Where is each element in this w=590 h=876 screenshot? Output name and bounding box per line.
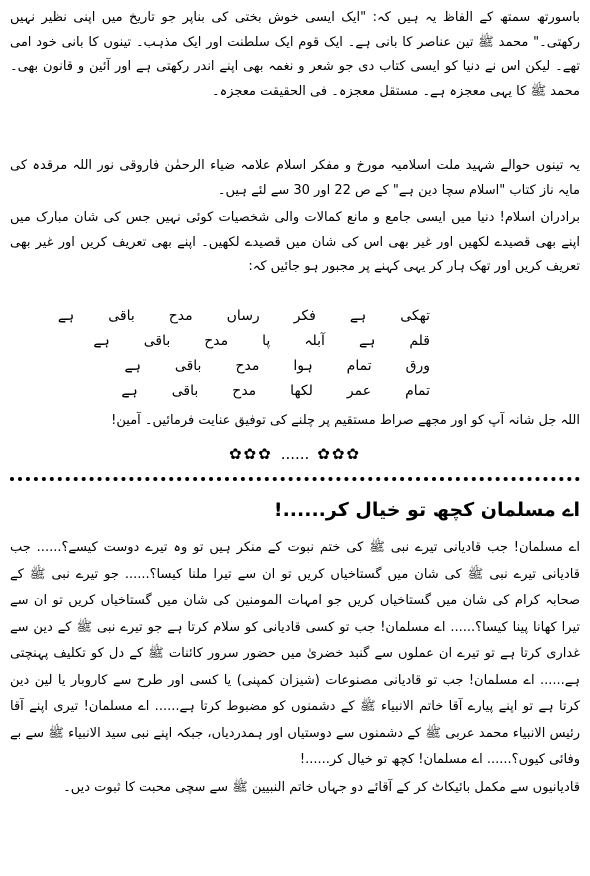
poem-word: باقی (108, 308, 135, 324)
poem-word: لکھا (290, 383, 313, 399)
poem-word: ہے (349, 308, 367, 324)
poem-word: ہے (93, 333, 110, 349)
poem-word: آبلہ (304, 333, 325, 349)
poem-word: ہے (57, 308, 75, 324)
poem-word: فکر (293, 308, 316, 324)
poem-word: باقی (174, 358, 202, 374)
poem-word: ہے (358, 333, 376, 349)
poem-word: رساں (226, 308, 260, 324)
poem-word: مدح (204, 333, 229, 349)
poem-line (10, 304, 430, 329)
article-heading: اے مسلمان کچھ تو خیال کر......! (273, 499, 580, 521)
poem-word: ہے (124, 358, 141, 374)
dotted-divider (10, 477, 580, 481)
poem-line (10, 379, 430, 404)
star-group-icon: ✿✿✿ (228, 445, 273, 463)
poem-word: ہے (121, 383, 138, 399)
poem (10, 304, 580, 404)
poem-line (10, 354, 430, 379)
poem-word: مدح (235, 358, 260, 374)
poem-line (10, 329, 430, 354)
poem-word: عمر (346, 383, 372, 399)
article-body: اے مسلمان! جب قادیانی تیرے نبی ﷺ کی ختم نبوت کے منکر ہیں تو وہ تیرے دوست کیسے؟...... جب قادیانی تیرے نبی ﷺ کی شان میں گستاخیاں کریں تو ان سے تیرا ملنا کیسا؟...... جو تیرے نبی ﷺ کے صحابہ کرام کی شان میں گستاخیاں کریں جو امہات المومنین کی شان میں گستاخیاں کریں تو ان سے تیرا کھانا پینا کیسا؟...... اے مسلمان! جب تو کسی قادیانی کو سلام کرتا ہے جو تیرے نبی ﷺ کے دین سے غداری کرتا ہے تو تیرے ان عملوں سے گنبد خضریٰ میں حضور سرور کائنات ﷺ کے دل کو تکلیف پہنچتی ہے...... اے مسلمان! جب تو قادیانی مصنوعات (شیزان کمپنی) یا کسی اور طرح سے کاروبار یا لین دین کرتا ہے تو اپنے پیارے آقا خاتم الانبیاء ﷺ کے دشمنوں کو مضبوط کرتا ہے...... اے مسلمان! تیری اپنے آقا رئیس الانبیاء محمد عربی ﷺ کے دشمنوں سے دوستیاں اور ہمدردیاں، جبکہ اپنے نبی سید الانبیاء ﷺ سے بے وفائی کیوں؟...... اے مسلمان! کچھ تو خیال کر......! (10, 540, 580, 767)
intro-paragraph: باسورتھ سمتھ کے الفاظ یہ ہیں کہ: "ایک ایسی خوش بختی کی بناپر جو تاریخ میں اپنی نظیر نہیں رکھتی۔" محمد ﷺ تین عناصر کا بانی ہے۔ ایک قوم ایک سلطنت اور ایک مذہب۔ تینوں کا بانی خود امی تھے۔ لیکن اس نے دنیا کو ایسی کتاب دی جو شعر و نغمہ بھی اپنے اندر رکھتی ہے اور آئین و قانون بھی۔ محمد ﷺ کا یہی معجزہ ہے۔ مستقل معجزہ۔ فی الحقیقت معجزہ۔ (10, 10, 580, 99)
ornament-dots: ...... (280, 445, 310, 463)
poem-word: مدح (168, 308, 193, 324)
star-ornament (10, 445, 580, 467)
poem-word: تمام (405, 383, 430, 399)
prayer-line: اللہ جل شانہ آپ کو اور مجھے صراط مستقیم پر چلنے کی توفیق عنایت فرمائیں۔ آمین! (111, 413, 580, 428)
poem-word: قلم (409, 333, 430, 349)
poem-word: تھکی (400, 308, 430, 324)
poem-word: باقی (171, 383, 199, 399)
closing-line: قادیانیوں سے مکمل بائیکاٹ کر کے آقائے دو جہاں خاتم النبیین ﷺ سے سچی محبت کا ثبوت دیں۔ (63, 779, 580, 795)
poem-word: مدح (232, 383, 257, 399)
poem-word: پا (262, 333, 271, 349)
brothers-paragraph: برادران اسلام! دنیا میں ایسی جامع و مانع کمالات والی شخصیات کوئی نہیں جس کی شان مبارک میں اپنے بھی قصیدے لکھیں اور غیر بھی اس کی شان میں قصیدے لکھیں۔ اپنے بھی تعریف کریں اور غیر بھی تعریف کریں اور تھک ہار کر یہی کہنے پر مجبور ہو جائیں کہ: (10, 210, 580, 274)
star-group-icon: ✿✿✿ (317, 445, 362, 463)
poem-word: باقی (143, 333, 171, 349)
poem-word: ہوا (293, 358, 313, 374)
reference-paragraph: یہ تینوں حوالے شہید ملت اسلامیہ مورخ و مفکر اسلام علامہ ضیاء الرحمٰن فاروقی نور اللہ مرقدہ کی مایہ ناز کتاب "اسلام سچا دین ہے" کے ص 22 اور 30 سے لئے ہیں۔ (10, 158, 580, 198)
poem-word: تمام (346, 358, 372, 374)
poem-word: ورق (405, 358, 430, 374)
